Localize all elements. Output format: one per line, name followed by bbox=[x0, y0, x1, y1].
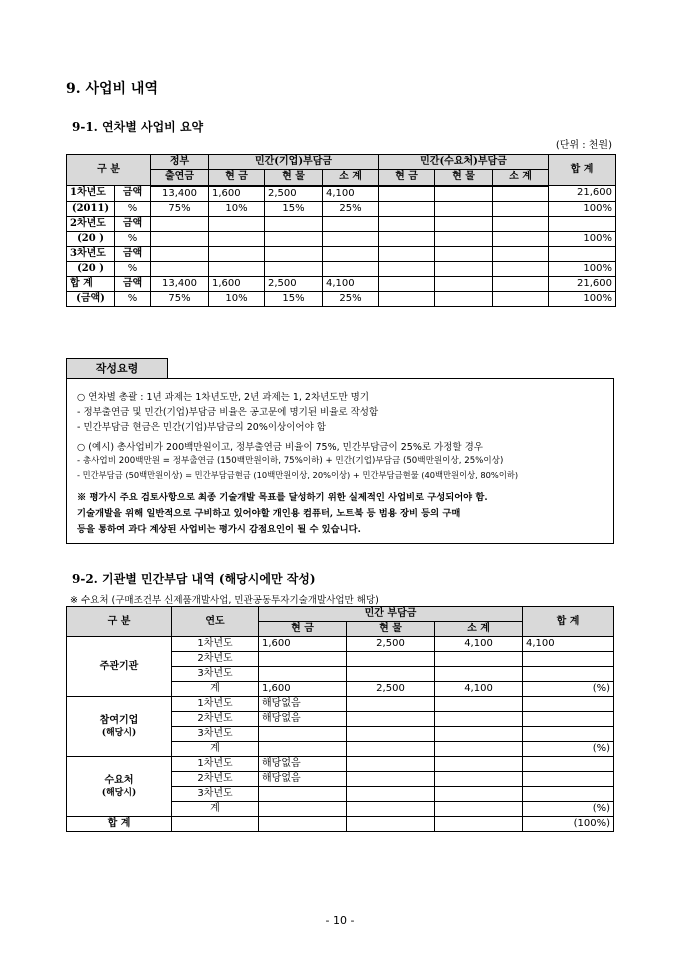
cell-total-amount bbox=[549, 216, 616, 231]
cell-cash bbox=[259, 742, 347, 757]
group-label bbox=[67, 637, 172, 697]
guide-line: ○ 연차별 총괄 : 1년 과제는 1차년도만, 2년 과제는 1, 2차년도만 명기 bbox=[77, 392, 370, 403]
cell-inkind-amount bbox=[265, 246, 323, 261]
cell-inkind bbox=[347, 697, 435, 712]
cell-demand-inkind bbox=[435, 276, 493, 291]
header-demand-cash: 현 금 bbox=[379, 170, 435, 186]
cell-cash: 해당없음 bbox=[259, 772, 347, 787]
cell-demand-subtotal bbox=[493, 246, 549, 261]
cell-inkind bbox=[347, 802, 435, 817]
cell-cash-pct: 10% bbox=[209, 201, 265, 216]
header-total: 합 계 bbox=[523, 607, 614, 637]
header-demand-inkind: 현 물 bbox=[435, 170, 493, 186]
page-number: - 10 - bbox=[325, 914, 355, 927]
cell-inkind bbox=[347, 817, 435, 832]
cell-total-pct: 100% bbox=[549, 291, 616, 306]
demand-note: ※ 수요처 (구매조건부 신제품개발사업, 민관공동투자기술개발사업만 해당) bbox=[70, 595, 379, 606]
cell-subtotal bbox=[435, 817, 523, 832]
group-label bbox=[67, 697, 172, 757]
cell-subtotal-pct: 25% bbox=[323, 201, 379, 216]
row-year-label: 2차년도 bbox=[67, 216, 115, 231]
cell-inkind-amount bbox=[265, 216, 323, 231]
cell-total: (%) bbox=[523, 742, 614, 757]
cell-subtotal-pct bbox=[323, 231, 379, 246]
cell-total bbox=[523, 757, 614, 772]
row-amount-label: 금액 bbox=[115, 216, 151, 231]
cell-subtotal bbox=[435, 712, 523, 727]
cell-cash-pct bbox=[209, 261, 265, 276]
table-row bbox=[67, 757, 614, 772]
header-cash: 현 금 bbox=[209, 170, 265, 186]
cell-total bbox=[523, 652, 614, 667]
row-pct-label: % bbox=[115, 261, 151, 276]
cell-demand-cash-pct bbox=[379, 291, 435, 306]
group-name: 수요처 bbox=[104, 774, 134, 786]
cell-cash-amount: 1,600 bbox=[209, 276, 265, 291]
cell-year: 1차년도 bbox=[172, 757, 259, 772]
cell-total-amount: 21,600 bbox=[549, 186, 616, 202]
cell-subtotal bbox=[435, 667, 523, 682]
table-row bbox=[67, 637, 614, 652]
cell-inkind: 2,500 bbox=[347, 682, 435, 697]
cell-year: 1차년도 bbox=[172, 637, 259, 652]
cell-cash: 해당없음 bbox=[259, 697, 347, 712]
cell-cash: 해당없음 bbox=[259, 757, 347, 772]
header-gubun: 구 분 bbox=[67, 155, 151, 186]
cell-gov-pct: 75% bbox=[151, 291, 209, 306]
header-year: 연도 bbox=[172, 607, 259, 637]
cell-gov-amount: 13,400 bbox=[151, 276, 209, 291]
row-year-sub: (금액) bbox=[67, 291, 115, 306]
cell-year: 계 bbox=[172, 802, 259, 817]
cell-inkind: 2,500 bbox=[347, 637, 435, 652]
cell-cash-amount bbox=[209, 216, 265, 231]
cell-demand-subtotal bbox=[493, 216, 549, 231]
cell-total bbox=[523, 697, 614, 712]
cell-inkind bbox=[347, 727, 435, 742]
cell-demand-inkind-pct bbox=[435, 201, 493, 216]
cell-total: (%) bbox=[523, 802, 614, 817]
guide-line: - 민간부담금 (50백만원이상) = 민간부담금현금 (10백만원이상, 20%이상) + 민간부담금현물 (40백만원이상, 80%이하) bbox=[77, 470, 519, 480]
cell-demand-cash-pct bbox=[379, 231, 435, 246]
cell-gov-amount bbox=[151, 216, 209, 231]
cell-total-amount bbox=[549, 246, 616, 261]
cell-demand-subtotal-pct bbox=[493, 291, 549, 306]
cell-cash: 1,600 bbox=[259, 682, 347, 697]
cell-cash bbox=[259, 787, 347, 802]
cell-demand-inkind-pct bbox=[435, 231, 493, 246]
cell-demand-subtotal-pct bbox=[493, 261, 549, 276]
cell-inkind bbox=[347, 742, 435, 757]
cell-subtotal: 4,100 bbox=[435, 637, 523, 652]
group-name-sub: (해당시) bbox=[101, 787, 137, 798]
table-row bbox=[67, 186, 616, 202]
cell-demand-cash bbox=[379, 216, 435, 231]
guide-line: - 정부출연금 및 민간(기업)부담금 비율은 공고문에 명기된 비율로 작성함 bbox=[77, 407, 379, 418]
cell-year: 2차년도 bbox=[172, 712, 259, 727]
guide-line: - 총사업비 200백만원 = 정부출연금 (150백만원이하, 75%이하) + 민간(기업)부담금 (50백만원이상, 25%이상) bbox=[77, 456, 504, 466]
institution-burden-table bbox=[66, 606, 614, 832]
cell-total bbox=[523, 727, 614, 742]
cell-inkind-pct: 15% bbox=[265, 201, 323, 216]
header-gov-line2: 출연금 bbox=[151, 170, 209, 186]
grand-total-label: 합 계 bbox=[67, 817, 172, 832]
header-private: 민간 부담금 bbox=[259, 607, 523, 622]
header-private-demand: 민간(수요처)부담금 bbox=[379, 155, 549, 170]
cell-inkind bbox=[347, 667, 435, 682]
table-row bbox=[67, 261, 616, 276]
cell-subtotal-amount bbox=[323, 246, 379, 261]
cell-gov-pct bbox=[151, 231, 209, 246]
cell-demand-inkind-pct bbox=[435, 291, 493, 306]
cell-cash bbox=[259, 667, 347, 682]
grand-total-value: (100%) bbox=[523, 817, 614, 832]
header-subtotal: 소 계 bbox=[323, 170, 379, 186]
cell-cash-amount bbox=[209, 246, 265, 261]
guide-warning: 등을 통하여 과다 계상된 사업비는 평가시 감점요인이 될 수 있습니다. bbox=[77, 524, 361, 535]
table-row bbox=[67, 231, 616, 246]
table-row bbox=[67, 697, 614, 712]
cell-subtotal bbox=[435, 802, 523, 817]
cell-total bbox=[523, 772, 614, 787]
header-gov-line1: 정부 bbox=[151, 155, 209, 170]
table-row bbox=[67, 246, 616, 261]
cell-total: (%) bbox=[523, 682, 614, 697]
cell-subtotal-amount bbox=[323, 216, 379, 231]
cell-subtotal: 4,100 bbox=[435, 682, 523, 697]
row-pct-label: % bbox=[115, 231, 151, 246]
guide-line: ○ (예시) 총사업비가 200백만원이고, 정부출연금 비율이 75%, 민간부담금이 25%로 가정할 경우 bbox=[77, 442, 483, 453]
cell-demand-cash-pct bbox=[379, 261, 435, 276]
cell-subtotal-amount: 4,100 bbox=[323, 276, 379, 291]
cell-inkind bbox=[347, 757, 435, 772]
row-pct-label: % bbox=[115, 291, 151, 306]
cell-total-pct: 100% bbox=[549, 231, 616, 246]
guide-warning: 기술개발을 위해 일반적으로 구비하고 있어야할 개인용 컴퓨터, 노트북 등 범용 장비 등의 구매 bbox=[77, 508, 461, 519]
cell-year: 3차년도 bbox=[172, 727, 259, 742]
group-label bbox=[67, 757, 172, 817]
cell-demand-inkind bbox=[435, 216, 493, 231]
cell-inkind-amount: 2,500 bbox=[265, 276, 323, 291]
unit-label: (단위 : 천원) bbox=[555, 140, 612, 151]
cell-demand-inkind-pct bbox=[435, 261, 493, 276]
cell-cash bbox=[259, 652, 347, 667]
cell-inkind bbox=[347, 712, 435, 727]
cell-year: 3차년도 bbox=[172, 787, 259, 802]
row-year-label: 1차년도 bbox=[67, 186, 115, 202]
cell-total bbox=[523, 712, 614, 727]
header-demand-subtotal: 소 계 bbox=[493, 170, 549, 186]
cell-subtotal bbox=[435, 757, 523, 772]
cell-inkind-pct bbox=[265, 261, 323, 276]
cell-demand-inkind bbox=[435, 186, 493, 202]
cell-subtotal-pct bbox=[323, 261, 379, 276]
cell-cash-amount: 1,600 bbox=[209, 186, 265, 202]
cell-demand-cash bbox=[379, 246, 435, 261]
row-amount-label: 금액 bbox=[115, 276, 151, 291]
cell-demand-subtotal-pct bbox=[493, 201, 549, 216]
row-year-label: 3차년도 bbox=[67, 246, 115, 261]
subsection-title-yearly: 9-1. 연차별 사업비 요약 bbox=[72, 120, 204, 134]
cell-subtotal-amount: 4,100 bbox=[323, 186, 379, 202]
cell-gov-pct bbox=[151, 261, 209, 276]
guide-line: - 민간부담금 현금은 민간(기업)부담금의 20%이상이어야 함 bbox=[77, 422, 326, 433]
cell-inkind-pct: 15% bbox=[265, 291, 323, 306]
cell-total bbox=[523, 667, 614, 682]
cell-inkind bbox=[347, 652, 435, 667]
table-row bbox=[67, 216, 616, 231]
cell-year: 2차년도 bbox=[172, 772, 259, 787]
cell-cash bbox=[259, 817, 347, 832]
cell-demand-subtotal-pct bbox=[493, 231, 549, 246]
cell-total bbox=[523, 787, 614, 802]
group-name: 참여기업 bbox=[99, 714, 139, 726]
row-year-sub: (20 ) bbox=[67, 231, 115, 246]
cell-cash-pct: 10% bbox=[209, 291, 265, 306]
grand-total-row bbox=[67, 817, 614, 832]
guide-box bbox=[66, 378, 614, 544]
cell-gov-amount bbox=[151, 246, 209, 261]
cell-year: 3차년도 bbox=[172, 667, 259, 682]
cell-year: 1차년도 bbox=[172, 697, 259, 712]
cell-subtotal bbox=[435, 742, 523, 757]
cell-gov-pct: 75% bbox=[151, 201, 209, 216]
cell-year: 계 bbox=[172, 682, 259, 697]
cell-total-pct: 100% bbox=[549, 201, 616, 216]
guide-warning: ※ 평가시 주요 검토사항으로 최종 기술개발 목표를 달성하기 위한 실제적인 사업비로 구성되어야 함. bbox=[77, 492, 488, 503]
header-subtotal: 소 계 bbox=[435, 622, 523, 637]
header-gubun: 구 분 bbox=[67, 607, 172, 637]
subsection-title-institution: 9-2. 기관별 민간부담 내역 (해당시에만 작성) bbox=[72, 572, 316, 586]
cell-inkind-amount: 2,500 bbox=[265, 186, 323, 202]
cell-total-pct: 100% bbox=[549, 261, 616, 276]
cell-subtotal-pct: 25% bbox=[323, 291, 379, 306]
row-amount-label: 금액 bbox=[115, 246, 151, 261]
cell-demand-subtotal bbox=[493, 276, 549, 291]
group-name: 주관기관 bbox=[99, 660, 139, 672]
table-row bbox=[67, 291, 616, 306]
cell-cash bbox=[259, 727, 347, 742]
header-cash: 현 금 bbox=[259, 622, 347, 637]
cell-subtotal bbox=[435, 772, 523, 787]
yearly-budget-table bbox=[66, 154, 616, 307]
cell-demand-cash bbox=[379, 276, 435, 291]
cell-demand-cash bbox=[379, 186, 435, 202]
cell-demand-inkind bbox=[435, 246, 493, 261]
row-year-label: 합 계 bbox=[67, 276, 115, 291]
table-row bbox=[67, 201, 616, 216]
header-inkind: 현 물 bbox=[347, 622, 435, 637]
cell-gov-amount: 13,400 bbox=[151, 186, 209, 202]
cell-demand-cash-pct bbox=[379, 201, 435, 216]
section-title: 9. 사업비 내역 bbox=[66, 81, 158, 97]
table-row bbox=[67, 276, 616, 291]
header-total: 합 계 bbox=[549, 155, 616, 186]
cell-cash-pct bbox=[209, 231, 265, 246]
cell-inkind bbox=[347, 772, 435, 787]
cell-total-amount: 21,600 bbox=[549, 276, 616, 291]
header-private-company: 민간(기업)부담금 bbox=[209, 155, 379, 170]
cell-subtotal bbox=[435, 727, 523, 742]
row-amount-label: 금액 bbox=[115, 186, 151, 202]
cell-subtotal bbox=[435, 652, 523, 667]
cell-cash: 해당없음 bbox=[259, 712, 347, 727]
row-year-sub: (2011) bbox=[67, 201, 115, 216]
cell-demand-subtotal bbox=[493, 186, 549, 202]
cell-cash bbox=[259, 802, 347, 817]
row-pct-label: % bbox=[115, 201, 151, 216]
cell-cash: 1,600 bbox=[259, 637, 347, 652]
cell-subtotal bbox=[435, 787, 523, 802]
cell-year: 계 bbox=[172, 742, 259, 757]
cell-total: 4,100 bbox=[523, 637, 614, 652]
cell-inkind bbox=[347, 787, 435, 802]
cell-inkind-pct bbox=[265, 231, 323, 246]
header-inkind: 현 물 bbox=[265, 170, 323, 186]
row-year-sub: (20 ) bbox=[67, 261, 115, 276]
cell-year bbox=[172, 817, 259, 832]
cell-subtotal bbox=[435, 697, 523, 712]
cell-year: 2차년도 bbox=[172, 652, 259, 667]
guide-tab: 작성요령 bbox=[66, 358, 168, 379]
group-name-sub: (해당시) bbox=[101, 727, 137, 738]
